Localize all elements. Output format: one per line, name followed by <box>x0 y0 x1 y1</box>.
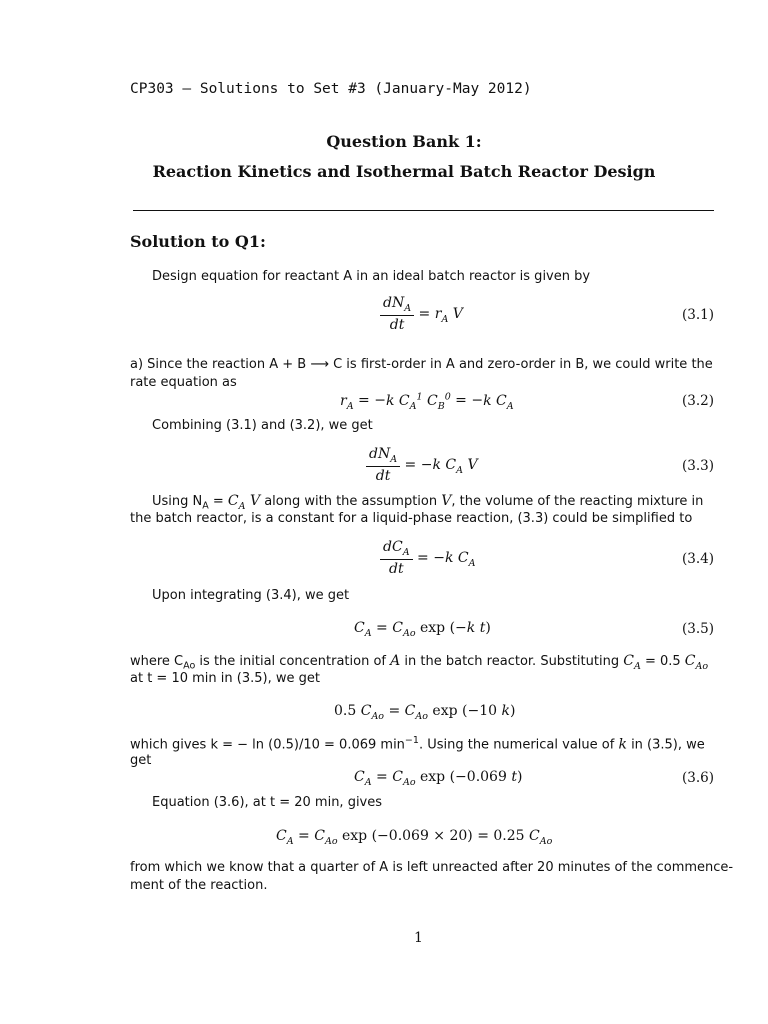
equation-number-3-4: (3.4) <box>681 551 714 567</box>
paragraph-rate-constant-line1: which gives k = − ln (0.5)/10 = 0.069 $\min^{-1}$. Using the numerical value of k in (3.5), we <box>130 735 705 753</box>
equation-3-3: $\frac{dN_A}{dt}$ = −k $C_A$ V <box>366 446 478 484</box>
equation-number-3-1: (3.1) <box>681 307 714 323</box>
equation-substitution: 0.5 $C_{Ao} = C_{Ao}$ exp (−10 k) <box>334 703 516 722</box>
paragraph-constant-volume-line2: the batch reactor, is a constant for a liquid-phase reaction, (3.3) could be simplified to <box>130 511 693 526</box>
section-heading: Solution to Q1: <box>130 232 266 251</box>
paragraph-combining: Combining (3.1) and (3.2), we get <box>152 418 373 433</box>
paragraph-initial-concentration-line1: where $C_{Ao}$ is the initial concentration of A in the batch reactor. Substituting $C_A = 0.5$ $C_{Ao}$ <box>130 653 709 672</box>
paragraph-design-equation-intro: Design equation for reactant A in an ideal batch reactor is given by <box>152 269 591 284</box>
equation-3-2: $r_A = -k$ $C_A^1$ $C_B^0 = -k$ $C_A$ <box>340 391 514 412</box>
paragraph-rate-constant-line2: get <box>130 753 152 768</box>
paragraph-reaction-order-line2: rate equation as <box>130 375 237 390</box>
equation-number-3-6: (3.6) <box>681 770 714 786</box>
equation-number-3-5: (3.5) <box>681 621 714 637</box>
paragraph-at-20-min: Equation (3.6), at t = 20 min, gives <box>152 795 383 810</box>
equation-3-5: $C_A = C_{Ao}$ exp (−k t) <box>354 620 491 639</box>
paragraph-constant-volume-line1: Using $N_A = C_A$ V along with the assumption V, the volume of the reacting mixture in <box>152 493 704 512</box>
course-line: CP303 — Solutions to Set #3 (January-May 2012) <box>130 81 532 97</box>
horizontal-rule <box>133 210 714 211</box>
equation-3-4: $\frac{dC_A}{dt}$ = −k $C_A$ <box>380 539 475 577</box>
equation-3-6: $C_A = C_{Ao}$ exp (−0.069 t) <box>354 769 523 788</box>
page-number: 1 <box>414 930 423 946</box>
equation-20-min-result: $C_A = C_{Ao}$ exp (−0.069 × 20) = 0.25 $C_{Ao}$ <box>276 828 553 847</box>
equation-3-1: $\frac{dN_A}{dt}$ = $r_A$ V <box>380 295 463 333</box>
paragraph-conclusion-line1: from which we know that a quarter of A is left unreacted after 20 minutes of the commence- <box>130 860 734 875</box>
page-title-line2: Reaction Kinetics and Isothermal Batch Reactor Design <box>152 162 656 181</box>
equation-number-3-2: (3.2) <box>681 393 714 409</box>
paragraph-initial-concentration-line2: at t = 10 min in (3.5), we get <box>130 671 320 686</box>
paragraph-integrating: Upon integrating (3.4), we get <box>152 588 350 603</box>
equation-number-3-3: (3.3) <box>681 458 714 474</box>
paragraph-conclusion-line2: ment of the reaction. <box>130 878 268 893</box>
paragraph-reaction-order-line1: a) Since the reaction A + B ⟶ C is first-order in A and zero-order in B, we could write the <box>130 357 713 372</box>
page-title-line1: Question Bank 1: <box>326 132 482 151</box>
